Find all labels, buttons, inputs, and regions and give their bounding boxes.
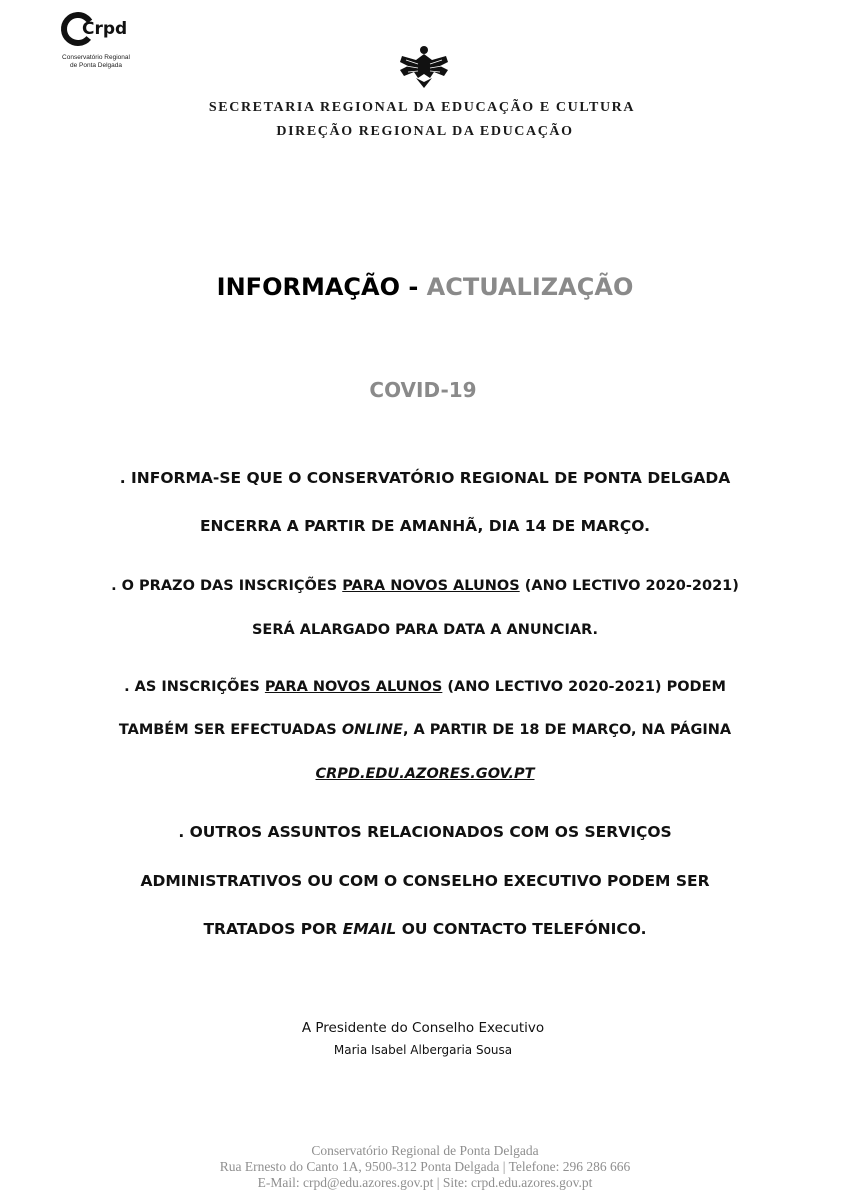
notice2-line1 — [0, 578, 850, 594]
notice3-text-d: , A PARTIR DE 18 DE MARÇO, NA PÁGINA — [402, 722, 732, 738]
notice4-text-a: TRATADOS POR — [203, 920, 338, 938]
notice2-text-a: . O PRAZO DAS INSCRIÇÕES — [111, 578, 338, 594]
notice1-line2: ENCERRA A PARTIR DE AMANHÃ, DIA 14 DE MARÇO. — [199, 517, 651, 535]
title-main: INFORMAÇÃO - — [216, 273, 419, 301]
notice4-email: EMAIL — [342, 920, 397, 938]
logo-caption-line1: Conservatório Regional — [62, 54, 130, 61]
footer-address: Rua Ernesto do Canto 1A, 9500-312 Ponta Delgada | Telefone: 296 286 666 — [219, 1159, 631, 1174]
header-secretaria: SECRETARIA REGIONAL DA EDUCAÇÃO E CULTURA — [208, 100, 636, 115]
logo-caption-line2: de Ponta Delgada — [69, 62, 123, 69]
notice4-text-b: OU CONTACTO TELEFÓNICO. — [401, 920, 647, 938]
notice2-underlined: PARA NOVOS ALUNOS — [342, 578, 520, 594]
page-title — [0, 273, 850, 301]
logo-caption — [46, 54, 146, 70]
notice3-line2 — [0, 722, 850, 738]
notice2-line2: SERÁ ALARGADO PARA DATA A ANUNCIAR. — [251, 622, 599, 638]
footer-institution: Conservatório Regional de Ponta Delgada — [311, 1143, 539, 1158]
signature-role: A Presidente do Conselho Executivo — [301, 1020, 545, 1036]
notice4-line2: ADMINISTRATIVOS OU COM O CONSELHO EXECUTIVO PODEM SER — [140, 872, 710, 890]
notice3-online: ONLINE — [341, 722, 403, 738]
footer-contacts: E-Mail: crpd@edu.azores.gov.pt | Site: crpd.edu.azores.gov.pt — [257, 1175, 593, 1190]
crpd-logo — [46, 10, 146, 76]
crpd-logo-mark-icon — [58, 10, 128, 56]
header-direcao: DIREÇÃO REGIONAL DA EDUCAÇÃO — [276, 124, 574, 139]
notice3-text-c: TAMBÉM SER EFECTUADAS — [118, 722, 337, 738]
notice2-text-b: (ANO LECTIVO 2020-2021) — [524, 578, 739, 594]
signature-name: Maria Isabel Albergaria Sousa — [333, 1043, 513, 1057]
subtitle-covid: COVID-19 — [369, 378, 477, 402]
notice3-text-a: . AS INSCRIÇÕES — [124, 679, 260, 695]
website-link[interactable]: CRPD.EDU.AZORES.GOV.PT — [315, 766, 535, 782]
notice3-underlined: PARA NOVOS ALUNOS — [264, 679, 443, 695]
azores-crest-icon — [396, 44, 452, 90]
notice3-text-b: (ANO LECTIVO 2020-2021) PODEM — [447, 679, 726, 695]
notice4-line1: . OUTROS ASSUNTOS RELACIONADOS COM OS SERVIÇOS — [178, 823, 672, 841]
title-highlight: ACTUALIZAÇÃO — [426, 273, 634, 301]
notice4-line3 — [0, 920, 850, 938]
notice3-line1 — [0, 679, 850, 695]
notice1-line1: . INFORMA-SE QUE O CONSERVATÓRIO REGIONAL DE PONTA DELGADA — [119, 469, 731, 487]
logo-mark-text: Crpd — [82, 19, 128, 39]
notice3-link-line — [0, 766, 850, 782]
